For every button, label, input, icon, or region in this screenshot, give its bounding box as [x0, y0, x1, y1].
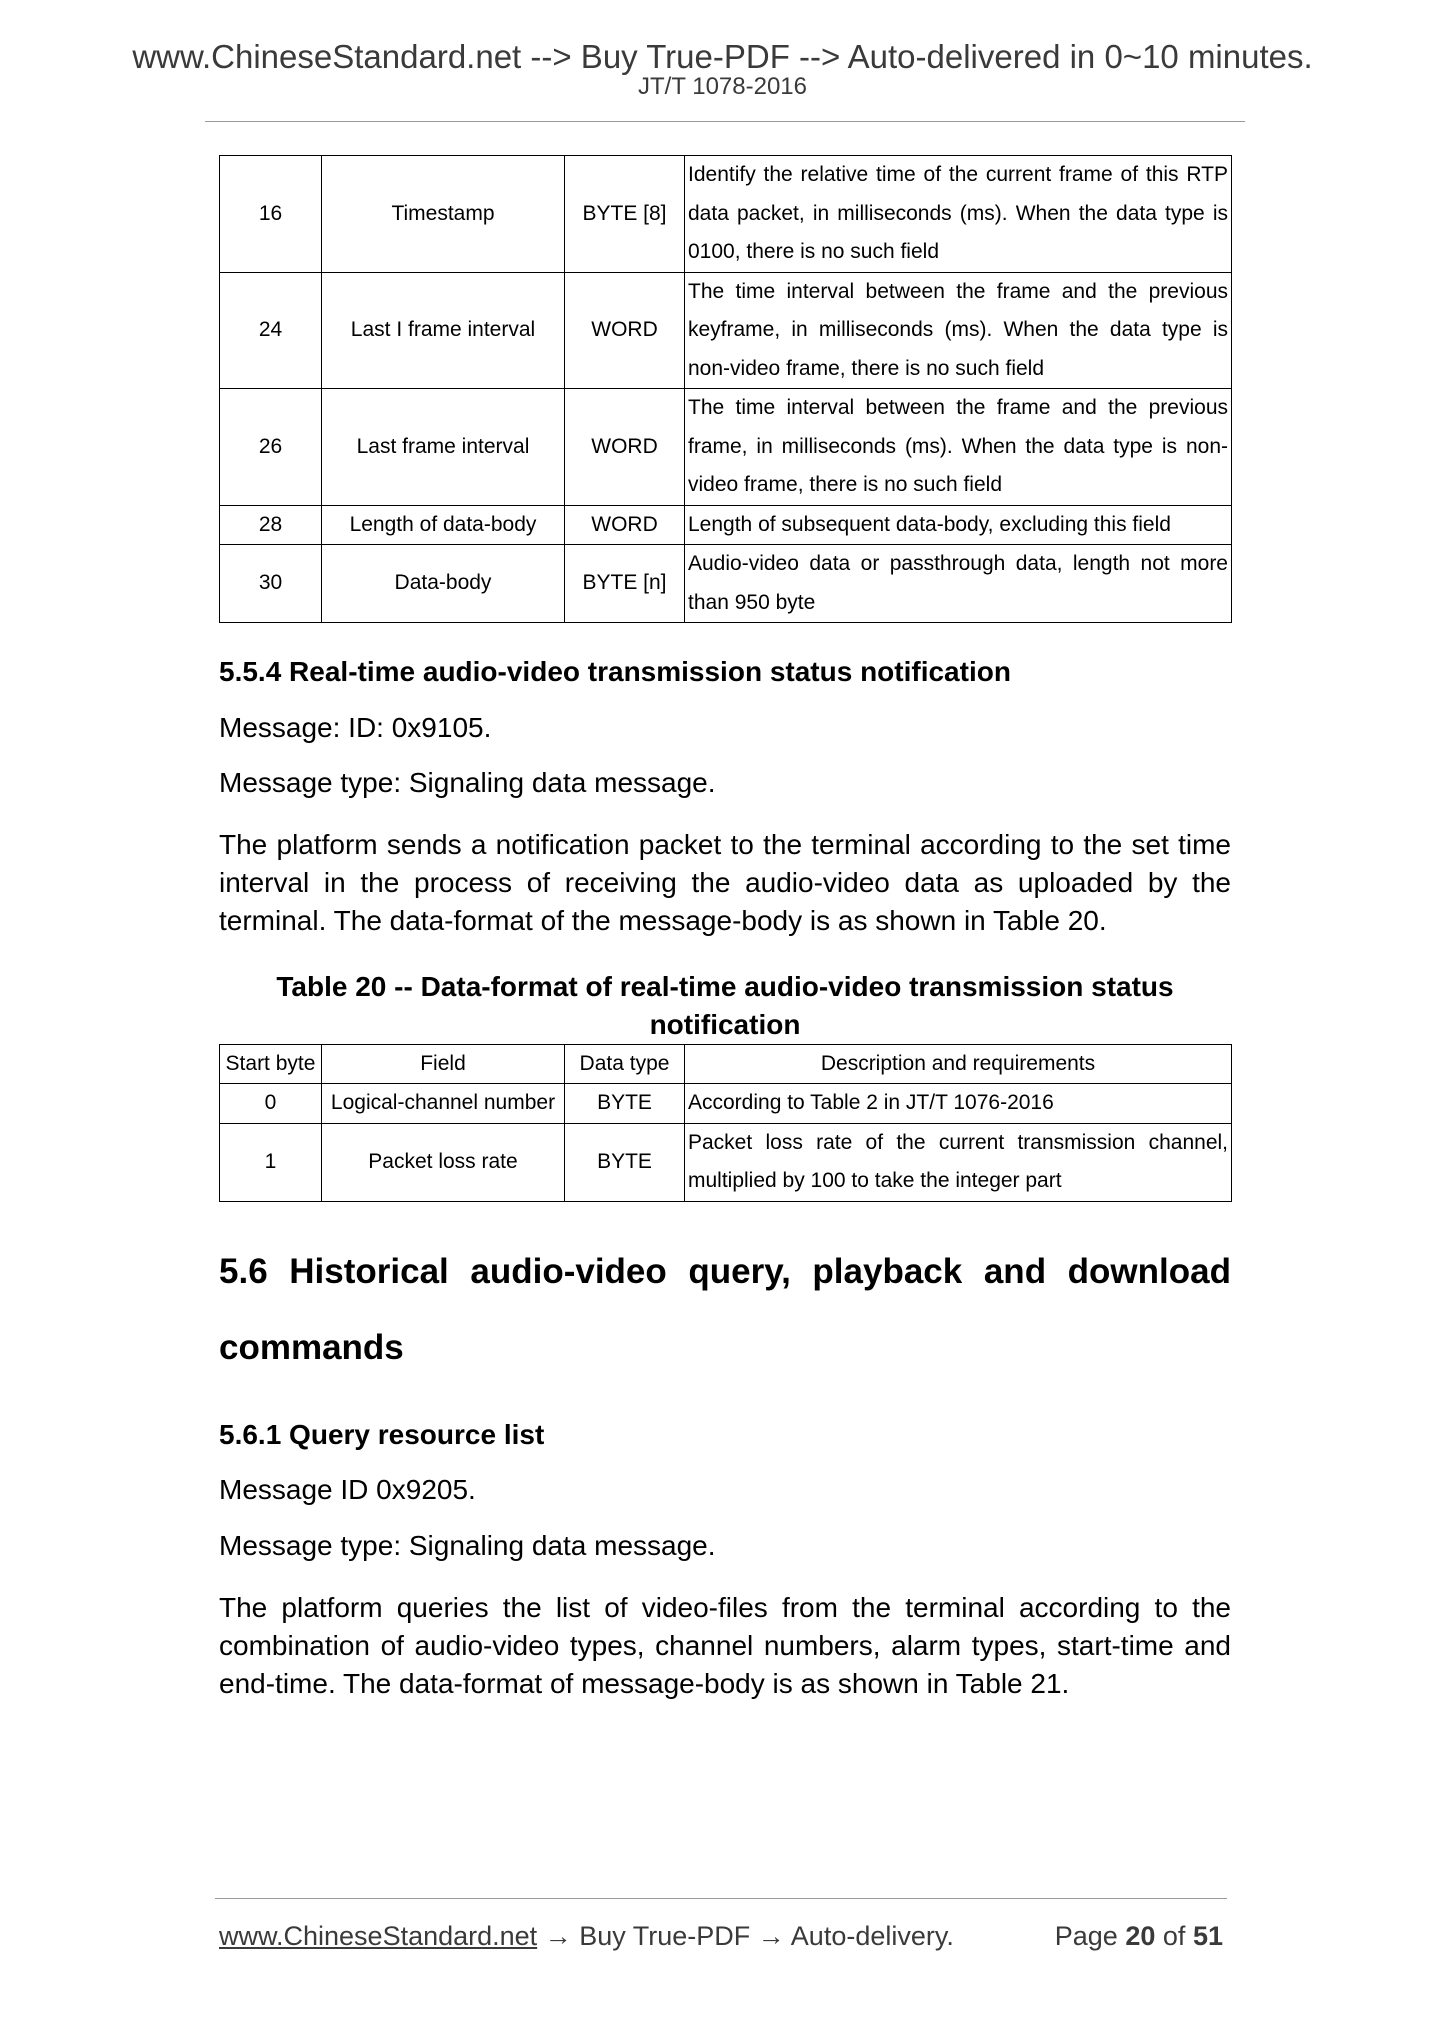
cell-data-type: WORD	[565, 505, 685, 545]
section-heading-5-5-4: 5.5.4 Real-time audio-video transmission status notification	[219, 656, 1011, 687]
cell-start-byte: 26	[220, 389, 322, 506]
table-row	[220, 156, 1232, 273]
message-type: Message type: Signaling data message.	[219, 767, 716, 799]
total-pages: 51	[1192, 1921, 1223, 1951]
cell-data-type: WORD	[565, 272, 685, 389]
arrow-right-icon: →	[757, 1921, 785, 1951]
arrow-right-icon: →	[544, 1921, 572, 1951]
cell-field: Length of data-body	[322, 505, 565, 545]
body-paragraph: The platform queries the list of video-files from the terminal according to the combination of audio-video types, channel numbers, alarm types, start-time and end-time. The data-format of message-body is as shown in Table 21.	[219, 1591, 1231, 1699]
cell-description: The time interval between the frame and the previous keyframe, in milliseconds (ms). When the data type is non-video frame, there is no such field	[685, 272, 1232, 389]
table-20-caption: Table 20 -- Data-format of real-time audio-video transmission status notification	[276, 970, 1174, 1040]
footer-delivery-text: Auto-delivery.	[790, 1921, 954, 1951]
cell-description: The time interval between the frame and the previous frame, in milliseconds (ms). When the data type is non-video frame, there is no such field	[685, 389, 1232, 506]
message-id: Message: ID: 0x9105.	[219, 711, 492, 743]
cell-field: Last I frame interval	[322, 272, 565, 389]
table-row	[220, 505, 1232, 545]
cell-start-byte: 24	[220, 272, 322, 389]
cell-start-byte: 30	[220, 545, 322, 623]
cell-data-type: BYTE [n]	[565, 545, 685, 623]
table-20	[219, 1044, 1232, 1202]
table-header-row	[220, 1044, 1232, 1084]
column-header: Start byte	[220, 1044, 322, 1084]
cell-field: Logical-channel number	[322, 1084, 565, 1124]
cell-description: According to Table 2 in JT/T 1076-2016	[685, 1084, 1232, 1124]
cell-start-byte: 0	[220, 1084, 322, 1124]
cell-field: Last frame interval	[322, 389, 565, 506]
body-paragraph: The platform sends a notification packet to the terminal according to the set time interval in the process of receiving the audio-video data as uploaded by the terminal. The data-format of the message-body is as shown in Table 20.	[219, 828, 1231, 936]
of-label: of	[1162, 1921, 1186, 1951]
table-top-continuation	[219, 155, 1232, 623]
table-row	[220, 1123, 1232, 1201]
footer	[219, 1920, 1223, 1952]
table-row	[220, 389, 1232, 506]
cell-field: Packet loss rate	[322, 1123, 565, 1201]
section-heading-5-6: 5.6 Historical audio-video query, playback and download commands	[219, 1251, 1231, 1367]
cell-data-type: BYTE	[565, 1084, 685, 1124]
message-type: Message type: Signaling data message.	[219, 1529, 716, 1561]
table-row	[220, 545, 1232, 623]
header-promo-text: www.ChineseStandard.net --> Buy True-PDF --> Auto-delivered in 0~10 minutes.	[132, 38, 1313, 75]
page-number	[1055, 1920, 1223, 1952]
cell-start-byte: 1	[220, 1123, 322, 1201]
footer-divider	[215, 1898, 1227, 1899]
message-id: Message ID 0x9205.	[219, 1474, 476, 1506]
cell-data-type: WORD	[565, 389, 685, 506]
cell-description: Packet loss rate of the current transmission channel, multiplied by 100 to take the integer part	[685, 1123, 1232, 1201]
column-header: Field	[322, 1044, 565, 1084]
cell-field: Data-body	[322, 545, 565, 623]
cell-description: Length of subsequent data-body, excluding this field	[685, 505, 1232, 545]
current-page: 20	[1125, 1921, 1156, 1951]
cell-description: Identify the relative time of the current frame of this RTP data packet, in milliseconds (ms). When the data type is 0100, there is no such field	[685, 156, 1232, 273]
cell-start-byte: 28	[220, 505, 322, 545]
header-standard-number: JT/T 1078-2016	[638, 73, 807, 100]
footer-buy-text: Buy True-PDF	[579, 1921, 751, 1951]
cell-description: Audio-video data or passthrough data, length not more than 950 byte	[685, 545, 1232, 623]
section-heading-5-6-1: 5.6.1 Query resource list	[219, 1418, 545, 1450]
table-row	[220, 1084, 1232, 1124]
footer-site-link[interactable]: www.ChineseStandard.net	[219, 1921, 538, 1951]
table-row	[220, 272, 1232, 389]
cell-data-type: BYTE [8]	[565, 156, 685, 273]
header-divider	[205, 121, 1245, 122]
page-label: Page	[1054, 1921, 1118, 1951]
cell-field: Timestamp	[322, 156, 565, 273]
column-header: Description and requirements	[685, 1044, 1232, 1084]
document-content	[219, 155, 1231, 1703]
cell-data-type: BYTE	[565, 1123, 685, 1201]
cell-start-byte: 16	[220, 156, 322, 273]
column-header: Data type	[565, 1044, 685, 1084]
